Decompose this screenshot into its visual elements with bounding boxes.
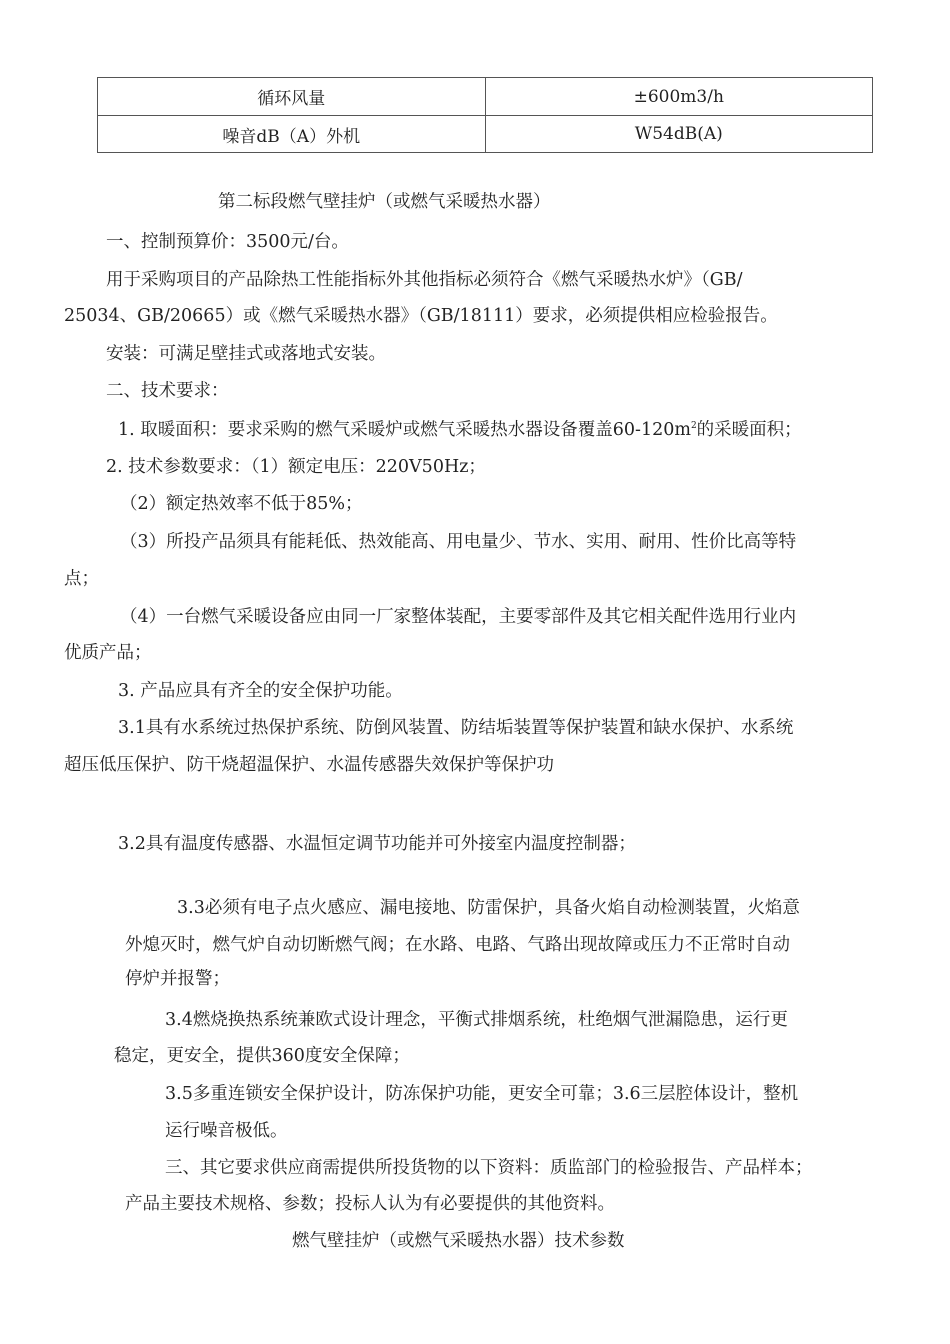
item-3-3-line-1: 3.3必须有电子点火感应、漏电接地、防雷保护，具备火焰自动检测装置，火焰意 [177,898,800,918]
item-2-3-line-1: （3）所投产品须具有能耗低、热效能高、用电量少、节水、实用、耐用、性价比高等特 [120,532,797,552]
item-1-text-end: 的采暖面积； [696,420,802,440]
other-requirements-line-2: 产品主要技术规格、参数；投标人认为有必要提供的其他资料。 [125,1194,615,1214]
other-requirements-line-1: 三、其它要求供应商需提供所投货物的以下资料：质监部门的检验报告、产品样本； [165,1158,813,1178]
item-3-5-line-2: 运行噪音极低。 [165,1121,288,1141]
item-3-5-line-1: 3.5多重连锁安全保护设计，防冻保护功能，更安全可靠；3.6三层腔体设计，整机 [165,1084,799,1104]
table-cell: 噪音dB（A）外机 [98,116,486,153]
section-title: 第二标段燃气壁挂炉（或燃气采暖热水器） [218,192,551,212]
table-cell: W54dB(A) [485,116,873,153]
item-2-2: （2）额定热效率不低于85%； [120,494,363,514]
table-row [98,116,873,153]
item-3-3-line-2: 外熄灭时，燃气炉自动切断燃气阀；在水路、电路、气路出现故障或压力不正常时自动 [125,935,790,955]
table-cell: ±600m3/h [485,78,873,116]
item-1-superscript: 2 [690,421,697,431]
item-2: 2. 技术参数要求：（1）额定电压：220V50Hz； [106,457,486,477]
budget-line: 一、控制预算价：3500元/台。 [106,232,349,252]
table-cell: 循环风量 [98,78,486,116]
tech-heading: 二、技术要求： [106,381,229,401]
item-3-4-line-2: 稳定，更安全，提供360度安全保障； [114,1046,410,1066]
item-3: 3. 产品应具有齐全的安全保护功能。 [118,681,403,701]
table-row [98,78,873,116]
item-1-text: 1. 取暖面积：要求采购的燃气采暖炉或燃气采暖热水器设备覆盖60-120m [118,420,691,440]
item-2-3-line-2: 点； [64,569,99,589]
item-1 [118,418,802,442]
spec-table [97,77,873,153]
item-2-4-line-1: （4）一台燃气采暖设备应由同一厂家整体装配，主要零部件及其它相关配件选用行业内 [120,607,797,627]
item-2-4-line-2: 优质产品； [64,643,152,663]
item-3-4-line-1: 3.4燃烧换热系统兼欧式设计理念，平衡式排烟系统，杜绝烟气泄漏隐患，运行更 [165,1010,788,1030]
standards-line-2: 25034、GB/20665）或《燃气采暖热水器》（GB/18111）要求，必须提供相应检验报告。 [64,306,778,326]
item-3-3-line-3: 停炉并报警； [125,969,230,989]
footer-title: 燃气壁挂炉（或燃气采暖热水器）技术参数 [292,1231,625,1251]
install-line: 安装：可满足壁挂式或落地式安装。 [106,344,386,364]
item-3-1-line-1: 3.1具有水系统过热保护系统、防倒风装置、防结垢装置等保护装置和缺水保护、水系统 [118,718,794,738]
standards-line-1: 用于采购项目的产品除热工性能指标外其他指标必须符合《燃气采暖热水炉》（GB/ [106,270,743,290]
item-3-2: 3.2具有温度传感器、水温恒定调节功能并可外接室内温度控制器； [118,834,636,854]
item-3-1-line-2: 超压低压保护、防干烧超温保护、水温传感器失效保护等保护功 [64,755,554,775]
